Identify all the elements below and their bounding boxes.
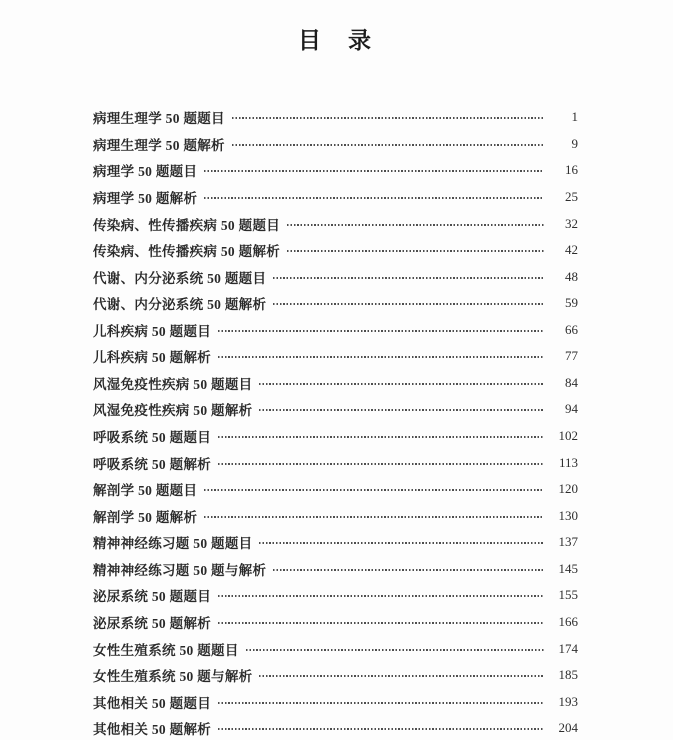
dot-leader — [259, 675, 544, 677]
toc-page-number: 120 — [558, 481, 578, 497]
toc-entry — [93, 131, 578, 158]
dot-leader — [259, 409, 544, 411]
toc-entry — [93, 317, 578, 344]
toc-page-number: 42 — [565, 242, 578, 258]
toc-page-number: 102 — [558, 428, 578, 444]
toc-page-number: 48 — [565, 268, 578, 284]
toc-entry — [93, 502, 578, 529]
toc-page-number: 32 — [565, 215, 578, 231]
toc-entry — [93, 104, 578, 131]
dot-leader — [218, 356, 544, 358]
toc-entry — [93, 529, 578, 556]
dot-leader — [259, 542, 544, 544]
toc-entry — [93, 343, 578, 370]
dot-leader — [218, 702, 544, 704]
toc-page-number: 174 — [558, 640, 578, 656]
dot-leader — [273, 569, 544, 571]
toc-entry — [93, 423, 578, 450]
dot-leader — [273, 277, 544, 279]
toc-entry — [93, 609, 578, 636]
toc-entry — [93, 290, 578, 317]
toc-entry — [93, 556, 578, 583]
toc-entry-label: 解剖学 50 题解析 — [93, 509, 198, 525]
toc-entry — [93, 210, 578, 237]
toc-entry — [93, 370, 578, 397]
dot-leader — [218, 463, 544, 465]
toc-entry-label: 病理生理学 50 题题目 — [93, 111, 225, 127]
toc-entry-label: 传染病、性传播疾病 50 题题目 — [93, 217, 281, 233]
toc-page-number: 16 — [565, 162, 578, 178]
toc-page-number: 77 — [565, 348, 578, 364]
toc-entry — [93, 449, 578, 476]
toc-entry-label: 代谢、内分泌系统 50 题解析 — [93, 297, 267, 313]
dot-leader — [218, 330, 544, 332]
page-title: 目 录 — [298, 28, 373, 53]
toc-entry — [93, 715, 578, 740]
dot-leader — [204, 197, 544, 199]
dot-leader — [287, 224, 544, 226]
toc-page-number: 94 — [565, 401, 578, 417]
toc-entry-label: 精神神经练习题 50 题与解析 — [93, 562, 267, 578]
toc-entry — [93, 157, 578, 184]
toc-page-number: 155 — [558, 587, 578, 603]
dot-leader — [259, 383, 544, 385]
toc-entry-label: 传染病、性传播疾病 50 题解析 — [93, 244, 281, 260]
toc-entry — [93, 476, 578, 503]
toc-entry — [93, 184, 578, 211]
toc-entry-label: 病理学 50 题解析 — [93, 190, 198, 206]
toc-page-number: 204 — [558, 720, 578, 736]
toc-entry-label: 呼吸系统 50 题题目 — [93, 430, 212, 446]
toc-entry-label: 泌尿系统 50 题解析 — [93, 615, 212, 631]
toc-page-number: 25 — [565, 188, 578, 204]
toc-page-number: 185 — [558, 667, 578, 683]
toc-page-number: 9 — [571, 135, 578, 151]
toc-page-number: 145 — [558, 560, 578, 576]
toc-entry-label: 儿科疾病 50 题题目 — [93, 323, 212, 339]
toc-entry — [93, 237, 578, 264]
toc-entry — [93, 662, 578, 689]
toc-entry-label: 儿科疾病 50 题解析 — [93, 350, 212, 366]
toc-entry-label: 泌尿系统 50 题题目 — [93, 589, 212, 605]
toc-page-number: 84 — [565, 374, 578, 390]
toc-page-number: 137 — [558, 534, 578, 550]
toc-page-number: 59 — [565, 295, 578, 311]
toc-entry-label: 其他相关 50 题题目 — [93, 695, 212, 711]
dot-leader — [204, 516, 544, 518]
dot-leader — [204, 170, 544, 172]
toc-entry-label: 风湿免疫性疾病 50 题题目 — [93, 376, 253, 392]
toc-page-number: 166 — [558, 613, 578, 629]
toc-entry — [93, 396, 578, 423]
toc-entry — [93, 688, 578, 715]
dot-leader — [218, 622, 544, 624]
dot-leader — [218, 436, 544, 438]
dot-leader — [232, 117, 544, 119]
toc-page-number: 113 — [558, 454, 578, 470]
dot-leader — [204, 489, 544, 491]
toc-page-number: 193 — [558, 693, 578, 709]
toc-entry-label: 病理生理学 50 题解析 — [93, 137, 225, 153]
toc-page-number: 66 — [565, 321, 578, 337]
toc-entry — [93, 635, 578, 662]
toc-entry-label: 病理学 50 题题目 — [93, 164, 198, 180]
toc-entry-label: 女性生殖系统 50 题题目 — [93, 642, 239, 658]
toc-page-number: 1 — [571, 109, 578, 125]
dot-leader — [218, 595, 544, 597]
toc-entry-label: 呼吸系统 50 题解析 — [93, 456, 212, 472]
dot-leader — [273, 303, 544, 305]
dot-leader — [287, 250, 544, 252]
toc-entry-label: 解剖学 50 题题目 — [93, 483, 198, 499]
toc-entry-label: 其他相关 50 题解析 — [93, 722, 212, 738]
toc-entry-label: 精神神经练习题 50 题题目 — [93, 536, 253, 552]
dot-leader — [232, 144, 544, 146]
toc-entry-label: 风湿免疫性疾病 50 题解析 — [93, 403, 253, 419]
toc-entry — [93, 263, 578, 290]
toc-entry-label: 女性生殖系统 50 题与解析 — [93, 669, 253, 685]
toc-page-number: 130 — [558, 507, 578, 523]
dot-leader — [218, 728, 544, 730]
toc-entry-label: 代谢、内分泌系统 50 题题目 — [93, 270, 267, 286]
dot-leader — [246, 649, 544, 651]
toc-entry — [93, 582, 578, 609]
toc-list — [93, 104, 578, 740]
